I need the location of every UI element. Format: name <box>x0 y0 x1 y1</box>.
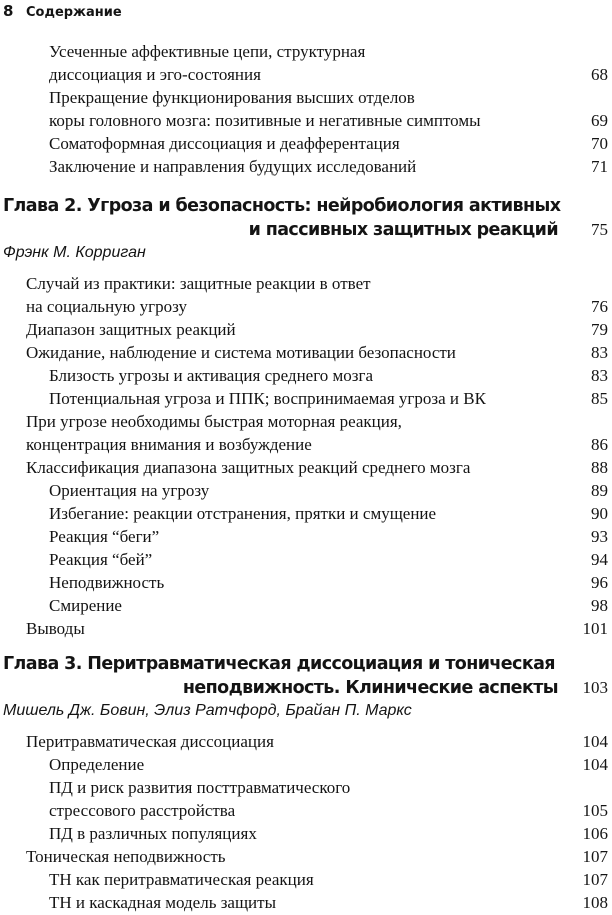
toc-entry-page: 98 <box>591 596 608 615</box>
toc-entry <box>0 776 612 822</box>
toc-entry-title: Реакция “бей” <box>49 550 153 569</box>
toc-entry-title: ПД и риск развития посттравматического <box>49 778 351 797</box>
toc-entry-page: 71 <box>591 157 608 176</box>
toc-entry <box>0 272 612 318</box>
toc-entry <box>0 132 612 155</box>
toc-entry-title: ПД в различных популяциях <box>49 824 257 843</box>
toc-entry-page: 107 <box>582 870 608 889</box>
toc-entry-page: 79 <box>591 320 608 339</box>
chapter-title-line: Глава 3. Перитравматическая диссоциация и тоническая <box>3 654 555 674</box>
toc-entry-page: 96 <box>591 573 608 592</box>
toc-entry-title: Случай из практики: защитные реакции в ответ <box>26 274 371 293</box>
toc-entry <box>0 525 612 548</box>
toc-entry-title: концентрация внимания и возбуждение <box>26 435 312 454</box>
toc-entry-title: на социальную угрозу <box>26 297 187 316</box>
toc-entry-page: 76 <box>591 297 608 316</box>
toc-entry-title: Соматоформная диссоциация и деафферентация <box>49 134 400 153</box>
toc-entry <box>0 410 612 456</box>
toc-entry <box>0 341 612 364</box>
toc-entry-title: коры головного мозга: позитивные и негативные симптомы <box>49 111 481 130</box>
section-title: Содержание <box>25 5 122 20</box>
toc-entry-title: Перитравматическая диссоциация <box>26 732 274 751</box>
toc-entry-page: 108 <box>582 893 608 912</box>
toc-entry <box>0 753 612 776</box>
toc-entry-title: Классификация диапазона защитных реакций среднего мозга <box>26 458 471 477</box>
toc-entry-title: Ожидание, наблюдение и система мотивации безопасности <box>26 343 456 362</box>
toc-entry-title: Выводы <box>26 619 85 638</box>
toc-entry-page: 104 <box>582 732 608 751</box>
toc-entry-title: Заключение и направления будущих исследований <box>49 157 417 176</box>
toc-entry-title: ТН и каскадная модель защиты <box>49 893 277 912</box>
toc-entry <box>0 155 612 178</box>
toc-entry-page: 93 <box>591 527 608 546</box>
chapter-title-line: Глава 2. Угроза и безопасность: нейробиология активных <box>3 196 561 216</box>
toc-entry <box>0 891 612 914</box>
toc-entry-page: 89 <box>591 481 608 500</box>
chapter-authors: Фрэнк М. Корриган <box>3 244 146 261</box>
table-of-contents <box>0 40 612 914</box>
chapter2-heading <box>0 194 612 242</box>
toc-entry-page: 70 <box>591 134 608 153</box>
toc-entry-title: Ориентация на угрозу <box>49 481 210 500</box>
toc-entry-page: 90 <box>591 504 608 523</box>
toc-entry-page: 68 <box>591 65 608 84</box>
page-number: 8 <box>3 2 14 20</box>
toc-entry <box>0 594 612 617</box>
chapter-page: 75 <box>591 220 608 239</box>
toc-entry <box>0 40 612 86</box>
running-header <box>3 2 122 20</box>
toc-entry-page: 104 <box>582 755 608 774</box>
toc-entry-title: Реакция “беги” <box>49 527 160 546</box>
toc-entry-page: 88 <box>591 458 608 477</box>
toc-entry <box>0 479 612 502</box>
toc-entry <box>0 617 612 640</box>
toc-entry <box>0 86 612 132</box>
chapter-title-line: неподвижность. Клинические аспекты <box>182 678 558 698</box>
toc-entry-title: Потенциальная угроза и ППК; воспринимаемая угроза и ВК <box>49 389 486 408</box>
toc-entry-title: Близость угрозы и активация среднего мозга <box>49 366 374 385</box>
toc-entry-title: Определение <box>49 755 145 774</box>
toc-entry-page: 83 <box>591 366 608 385</box>
toc-entry-page: 86 <box>591 435 608 454</box>
chapter-title-line: и пассивных защитных реакций <box>248 220 558 240</box>
chapter-page: 103 <box>582 678 608 697</box>
toc-entry-title: Прекращение функционирования высших отделов <box>49 88 415 107</box>
toc-entry <box>0 845 612 868</box>
toc-entry <box>0 387 612 410</box>
toc-entry-title: Избегание: реакции отстранения, прятки и смущение <box>49 504 437 523</box>
toc-entry <box>0 571 612 594</box>
toc-entry-title: Диапазон защитных реакций <box>26 320 236 339</box>
toc-entry <box>0 730 612 753</box>
toc-entry <box>0 548 612 571</box>
chapter3-heading <box>0 652 612 700</box>
toc-entry-title: ТН как перитравматическая реакция <box>49 870 314 889</box>
toc-entry-title: Смирение <box>49 596 122 615</box>
toc-entry-page: 107 <box>582 847 608 866</box>
spacer <box>0 640 612 652</box>
toc-entry <box>0 868 612 891</box>
toc-entry-title: При угрозе необходимы быстрая моторная реакция, <box>26 412 402 431</box>
toc-entry <box>0 502 612 525</box>
toc-entry-page: 69 <box>591 111 608 130</box>
toc-entry-title: Усеченные аффективные цепи, структурная <box>49 42 366 61</box>
toc-entry-title: Тоническая неподвижность <box>26 847 226 866</box>
toc-entry <box>0 318 612 341</box>
chapter-authors: Мишель Дж. Бовин, Элиз Ратчфорд, Брайан П. Маркс <box>3 702 412 719</box>
toc-entry-page: 106 <box>582 824 608 843</box>
spacer <box>0 178 612 194</box>
toc-entry-page: 85 <box>591 389 608 408</box>
toc-entry-title: стрессового расстройства <box>49 801 236 820</box>
toc-entry <box>0 456 612 479</box>
toc-entry-page: 94 <box>591 550 608 569</box>
toc-entry-title: диссоциация и эго-состояния <box>49 65 261 84</box>
toc-entry-page: 83 <box>591 343 608 362</box>
toc-entry <box>0 822 612 845</box>
toc-entry-page: 101 <box>582 619 608 638</box>
toc-entry-page: 105 <box>582 801 608 820</box>
toc-entry-title: Неподвижность <box>49 573 165 592</box>
toc-entry <box>0 364 612 387</box>
